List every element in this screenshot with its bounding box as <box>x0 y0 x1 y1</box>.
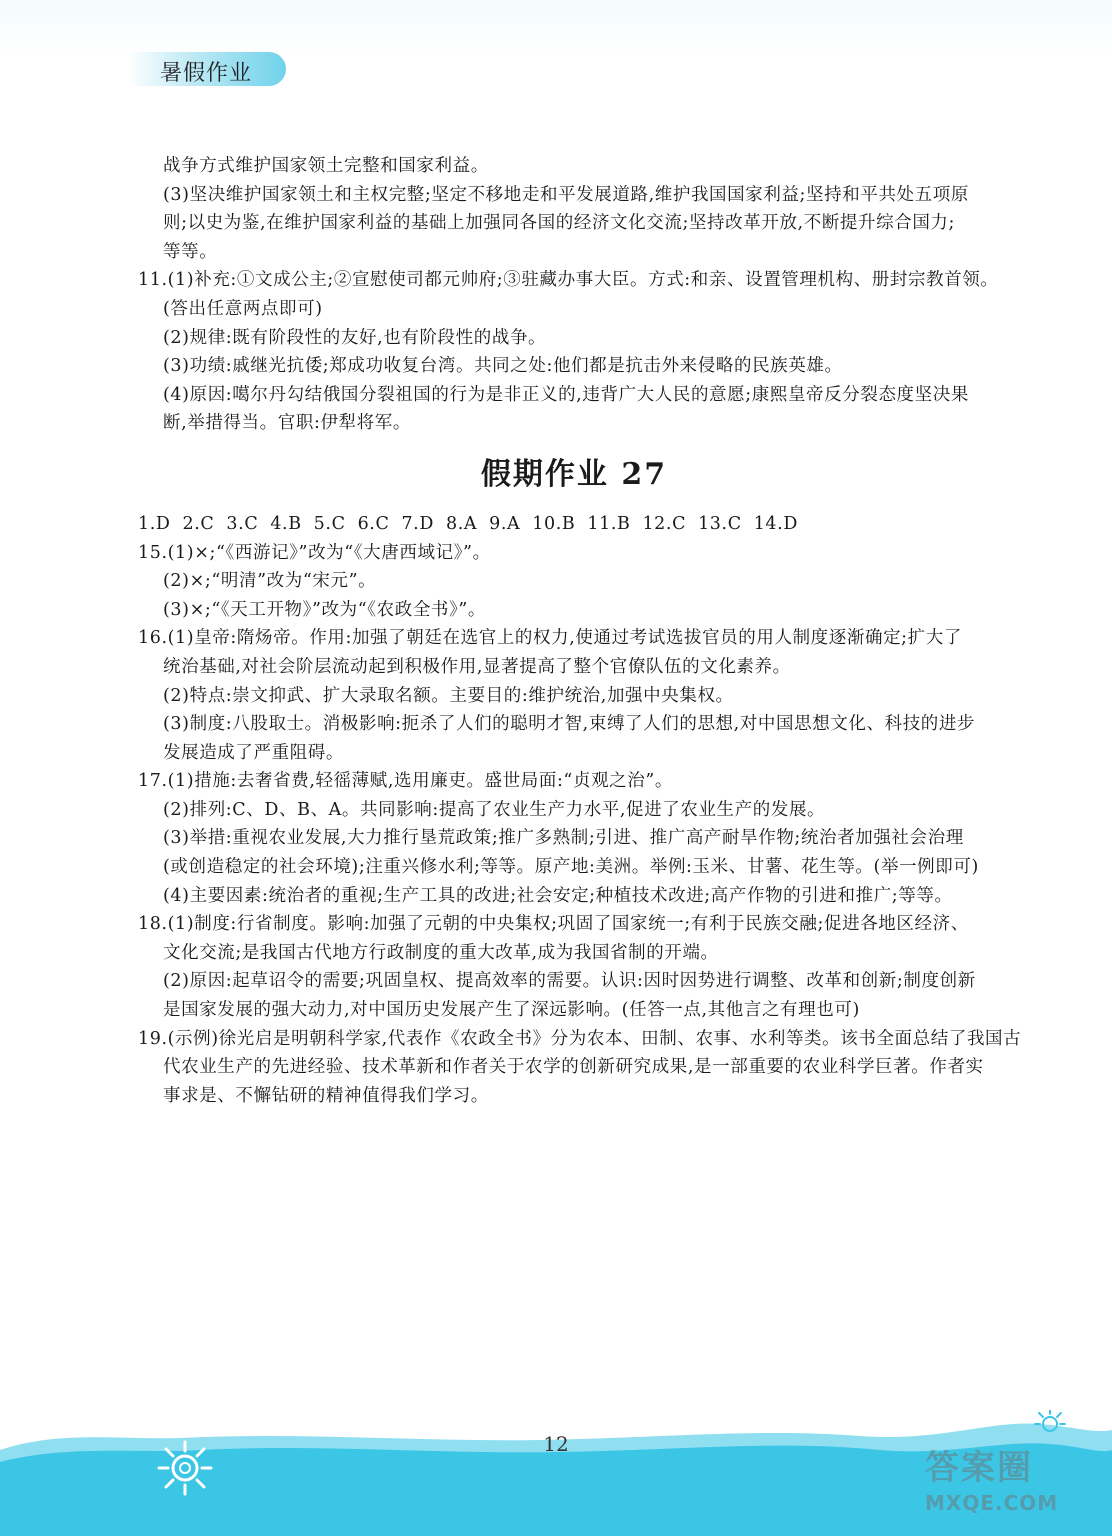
page-content <box>138 152 1022 1110</box>
text-line: (2)规律:既有阶段性的友好,也有阶段性的战争。 <box>163 327 547 348</box>
choice-answer: 2.C <box>182 513 215 534</box>
choice-answer: 8.A <box>445 513 478 534</box>
header-title: 暑假作业 <box>160 61 253 86</box>
text-line: 17.(1)措施:去奢省费,轻徭薄赋,选用廉吏。盛世局面:“贞观之治”。 <box>138 771 674 792</box>
choice-answer: 4.B <box>270 513 302 534</box>
top-block <box>138 152 1010 438</box>
section-title: 假期作业 27 <box>480 456 668 492</box>
text-line: 文化交流;是我国古代地方行政制度的重大改革,成为我国省制的开端。 <box>163 942 719 963</box>
choice-answer: 10.B <box>532 513 576 534</box>
text-line: 19.(示例)徐光启是明朝科学家,代表作《农政全书》分为农本、田制、农事、水利等类。该书全面总结了我国古 <box>138 1028 1022 1049</box>
text-line: 则;以史为鉴,在维护国家利益的基础上加强同各国的经济文化交流;坚持改革开放,不断提升综合国力; <box>163 213 956 234</box>
text-line: 发展造成了严重阻碍。 <box>163 742 344 763</box>
text-line: 等等。 <box>163 241 218 262</box>
text-line: (3)举措:重视农业发展,大力推行垦荒政策;推广多熟制;引进、推广高产耐旱作物;统治者加强社会治理 <box>163 828 964 849</box>
choice-answer: 7.D <box>401 513 434 534</box>
text-line: (3)制度:八股取士。消极影响:扼杀了人们的聪明才智,束缚了人们的思想,对中国思想文化、科技的进步 <box>163 714 976 735</box>
header-band <box>0 0 1112 56</box>
text-line: (2)排列:C、D、B、A。共同影响:提高了农业生产力水平,促进了农业生产的发展。 <box>163 799 826 820</box>
watermark-url: MXQE.COM <box>925 1491 1059 1515</box>
text-line: (3)功绩:戚继光抗倭;郑成功收复台湾。共同之处:他们都是抗击外来侵略的民族英雄。 <box>163 356 843 377</box>
text-line: (或创造稳定的社会环境);注重兴修水利;等等。原产地:美洲。举例:玉米、甘薯、花生等。(举一例即可) <box>163 857 979 878</box>
text-line: (3)坚决维护国家领土和主权完整;坚定不移地走和平发展道路,维护我国国家利益;坚持和平共处五项原 <box>163 184 969 205</box>
text-line: (答出任意两点即可) <box>163 298 323 319</box>
choice-answer: 12.C <box>642 513 687 534</box>
text-line: 是国家发展的强大动力,对中国历史发展产生了深远影响。(任答一点,其他言之有理也可) <box>163 1000 860 1021</box>
text-line: 15.(1)×;“《西游记》”改为“《大唐西域记》”。 <box>138 542 491 563</box>
text-line: 战争方式维护国家领土完整和国家利益。 <box>163 156 489 176</box>
choice-answer: 14.D <box>753 513 798 534</box>
text-line: (2)×;“明清”改为“宋元”。 <box>163 571 377 592</box>
choice-answers <box>138 510 1010 539</box>
bottom-block <box>138 539 1022 1111</box>
text-line: 18.(1)制度:行省制度。影响:加强了元朝的中央集权;巩固了国家统一;有利于民族交融;促进各地区经济、 <box>138 914 969 935</box>
choice-answer: 3.C <box>226 513 259 534</box>
text-line: 11.(1)补充:①文成公主;②宣慰使司都元帅府;③驻藏办事大臣。方式:和亲、设置管理机构、册封宗教首领。 <box>138 270 999 291</box>
text-line: 事求是、不懈钻研的精神值得我们学习。 <box>163 1085 489 1106</box>
text-line: (2)特点:崇文抑武、扩大录取名额。主要目的:维护统治,加强中央集权。 <box>163 685 734 706</box>
text-line: 16.(1)皇帝:隋炀帝。作用:加强了朝廷在选官上的权力,使通过考试选拔官员的用人制度逐渐确定;扩大了 <box>138 628 962 649</box>
watermark-logo-text: 答案圈 <box>925 1448 1033 1488</box>
text-line: (2)原因:起草诏令的需要;巩固皇权、提高效率的需要。认识:因时因势进行调整、改革和创新;制度创新 <box>163 971 976 992</box>
text-line: 断,举措得当。官职:伊犁将军。 <box>163 413 411 434</box>
page-number: 12 <box>543 1432 569 1456</box>
text-line: 代农业生产的先进经验、技术革新和作者关于农学的创新研究成果,是一部重要的农业科学巨著。作者实 <box>163 1057 984 1078</box>
choice-answer: 1.D <box>138 513 171 534</box>
watermark <box>925 1440 1105 1530</box>
text-line: 统治基础,对社会阶层流动起到积极作用,显著提高了整个官僚队伍的文化素养。 <box>163 656 791 677</box>
choice-answer: 11.B <box>587 513 631 534</box>
text-line: (4)主要因素:统治者的重视;生产工具的改进;社会安定;种植技术改进;高产作物的引进和推广;等等。 <box>163 885 953 906</box>
choice-answer: 5.C <box>313 513 346 534</box>
choice-answer: 13.C <box>698 513 742 534</box>
choice-answer: 6.C <box>357 513 390 534</box>
text-line: (3)×;“《天工开物》”改为“《农政全书》”。 <box>163 599 487 620</box>
choice-answer: 9.A <box>489 513 521 534</box>
text-line: (4)原因:噶尔丹勾结俄国分裂祖国的行为是非正义的,违背广大人民的意愿;康熙皇帝反分裂态度坚决果 <box>163 384 969 405</box>
